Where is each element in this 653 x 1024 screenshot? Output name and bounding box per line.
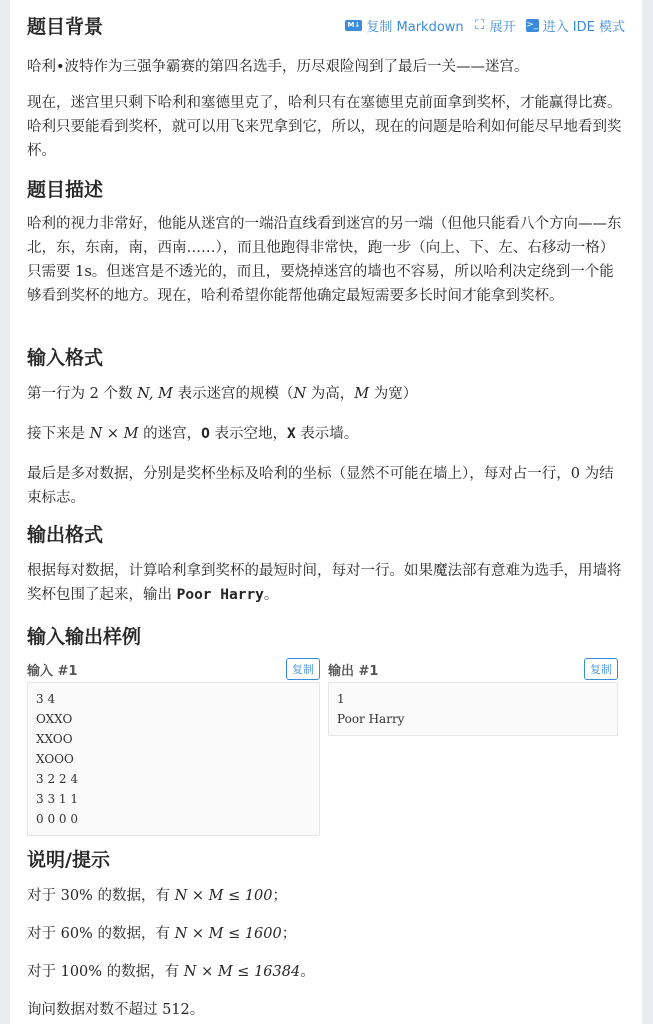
background-paragraph-2: 现在，迷宫里只剩下哈利和塞德里克了，哈利只有在塞德里克前面拿到奖杯，才能赢得比赛。哈利只要能看到奖杯，就可以用飞来咒拿到它，所以，现在的问题是哈利如何能尽早地看到奖杯。 [27, 95, 622, 159]
if-l1-e: 为宽） [369, 386, 418, 402]
h3-c: 。 [300, 964, 315, 980]
of-text-b: 。 [263, 587, 279, 603]
ide-mode-button[interactable] [526, 16, 625, 35]
description-section [27, 175, 625, 308]
output-format-paragraph [27, 559, 625, 607]
input-format-line-1 [27, 382, 625, 406]
if-l3-zero: 0 [570, 466, 580, 482]
sample-input-code[interactable] [27, 682, 320, 836]
if-l1-d: 为高， [306, 386, 355, 402]
if-l2-c: 表示空地， [209, 426, 287, 442]
hint-line-2 [27, 922, 625, 946]
code-line: Poor Harry [337, 712, 405, 726]
copy-input-button[interactable]: 复制 [286, 658, 320, 680]
markdown-icon: M↓ [345, 20, 362, 31]
if-l2-x: X [286, 426, 296, 442]
h1-expr: N × M ≤ 100 [174, 888, 273, 904]
if-l2-o: O [201, 426, 210, 442]
code-line: XXOO [36, 732, 73, 746]
input-format-line-2 [27, 422, 625, 446]
h2-pct: 60% [60, 926, 93, 942]
if-l2-d: 表示墙。 [295, 426, 359, 442]
sample-output-code[interactable] [328, 682, 618, 736]
samples-section [27, 622, 625, 826]
ide-mode-label: 进入 IDE 模式 [542, 20, 625, 35]
description-heading: 题目描述 [27, 179, 104, 201]
if-l2-a: 接下来是 [27, 426, 90, 442]
h3-b: 的数据，有 [102, 964, 184, 980]
code-line: 0 0 0 0 [36, 812, 78, 826]
samples-heading: 输入输出样例 [27, 626, 142, 648]
output-format-section [27, 520, 625, 607]
input-format-heading: 输入格式 [27, 347, 104, 369]
background-paragraph-1: 哈利•波特作为三强争霸赛的第四名选手，历尽艰险闯到了最后一关——迷宫。 [27, 59, 529, 75]
sample-input-label: 输入 #1 [27, 663, 78, 679]
if-l3-a: 最后是多对数据，分别是奖杯坐标及哈利的坐标（显然不可能在墙上），每对占一行， [27, 466, 571, 482]
of-text-a: 根据每对数据，计算哈利拿到奖杯的最短时间，每对一行。如果魔法部有意难为选手，用墙将奖杯包围了起来，输出 [27, 563, 622, 603]
hints-section [27, 845, 625, 1022]
h3-pct: 100% [60, 964, 103, 980]
sample-output-panel [328, 656, 618, 736]
if-l1-c: 表示迷宫的规模（ [172, 386, 294, 402]
h3-a: 对于 [27, 964, 61, 980]
sample-input-panel [27, 656, 320, 836]
h2-a: 对于 [27, 926, 61, 942]
header-bar [27, 12, 625, 42]
h2-b: 的数据，有 [92, 926, 175, 942]
background-section [27, 55, 625, 163]
background-heading: 题目背景 [27, 16, 104, 38]
hint-line-3 [27, 960, 625, 984]
hint-line-1 [27, 884, 625, 908]
if-l1-num: 2 [89, 386, 99, 402]
if-l1-m: M [354, 386, 370, 402]
if-l3-b: 为结束标志。 [27, 466, 614, 506]
copy-markdown-button[interactable] [345, 16, 463, 35]
sample-output-label: 输出 #1 [328, 663, 379, 679]
sample-input-header [27, 656, 320, 682]
code-line: XOOO [36, 752, 74, 766]
h4-b: 。 [189, 1002, 205, 1018]
hint-line-4 [27, 998, 625, 1022]
h1-a: 对于 [27, 888, 61, 904]
hints-heading: 说明/提示 [27, 849, 110, 871]
expand-button[interactable] [474, 16, 516, 35]
code-line: 3 3 1 1 [36, 792, 78, 806]
copy-markdown-label: 复制 Markdown [366, 20, 464, 35]
description-paragraph [27, 212, 625, 308]
h1-b: 的数据，有 [92, 888, 175, 904]
description-text-b: 。但迷宫是不透光的，而且，要烧掉迷宫的墙也不容易，所以哈利决定绕到一个能够看到奖杯的地方。现在，哈利希望你能帮他确定最短需要多长时间才能拿到奖杯。 [27, 264, 614, 304]
if-l2-b: 的迷宫， [138, 426, 202, 442]
if-l1-n: N [293, 386, 307, 402]
h4-a: 询问数据对数不超过 [27, 1002, 163, 1018]
h2-c: ； [281, 926, 297, 942]
h1-pct: 30% [60, 888, 93, 904]
expand-icon: ⛶ [475, 18, 485, 33]
if-l1-b: 个数 [98, 386, 138, 402]
toolbar [345, 16, 625, 35]
if-l1-vars: N, M [137, 386, 173, 402]
if-l2-expr: N × M [89, 426, 139, 442]
copy-output-button[interactable]: 复制 [584, 658, 618, 680]
code-line: 3 2 2 4 [36, 772, 78, 786]
description-time: 1s [75, 264, 92, 280]
input-format-section [27, 343, 625, 510]
expand-label: 展开 [489, 20, 516, 35]
if-l1-a: 第一行为 [27, 386, 90, 402]
code-line: OXXO [36, 712, 73, 726]
h4-num: 512 [162, 1002, 190, 1018]
problem-card [10, 0, 642, 1024]
h2-expr: N × M ≤ 1600 [174, 926, 282, 942]
output-format-heading: 输出格式 [27, 524, 104, 546]
h3-expr: N × M ≤ 16384 [183, 964, 301, 980]
sample-output-header [328, 656, 618, 682]
description-text-a: 哈利的视力非常好，他能从迷宫的一端沿直线看到迷宫的另一端（但他只能看八个方向——东北，东，东南，南，西南……），而且他跑得非常快，跑一步（向上、下、左、右移动一格）只需要 [27, 216, 622, 280]
terminal-icon: >_ [526, 20, 539, 30]
of-code: Poor Harry [176, 587, 264, 603]
h1-c: ； [272, 888, 288, 904]
code-line: 3 4 [36, 692, 56, 706]
input-format-line-3 [27, 462, 625, 510]
code-line: 1 [337, 692, 345, 706]
